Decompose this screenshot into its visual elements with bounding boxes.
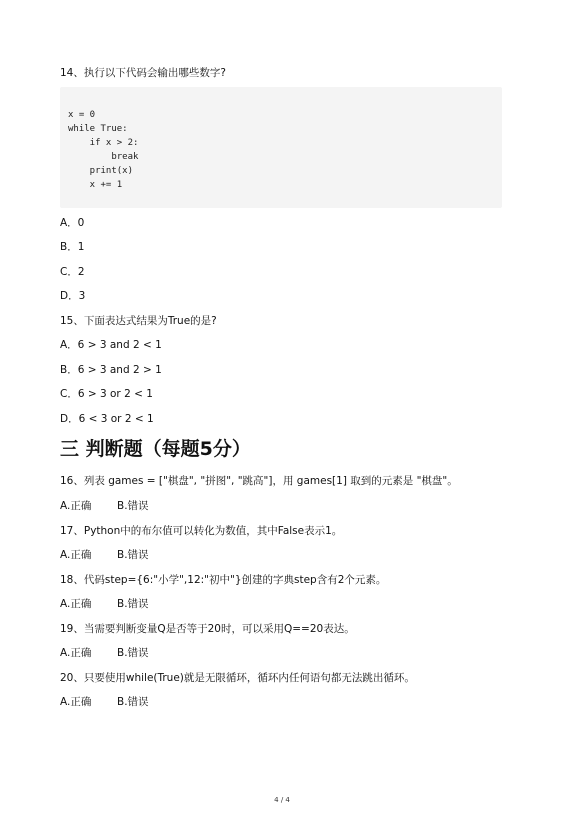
option-false: B.错误 [117, 549, 149, 561]
tf-options [60, 499, 91, 513]
code-line: while True: [68, 124, 128, 134]
option-false: B.错误 [117, 647, 149, 659]
q15-option-c: C．6 > 3 or 2 < 1 [60, 388, 153, 400]
q14-option-a: A．0 [60, 217, 85, 229]
code-line: x += 1 [68, 180, 123, 190]
q15-option-b: B．6 > 3 and 2 > 1 [60, 364, 162, 376]
option-false: B.错误 [117, 500, 149, 512]
option-false: B.错误 [117, 598, 149, 610]
question-18: 18、代码step={6:"小学",12:"初中"}创建的字典step含有2个元素。 [60, 574, 387, 586]
option-true: A.正确 [60, 647, 92, 659]
question-19: 19、当需要判断变量Q是否等于20时，可以采用Q==20表达。 [60, 623, 355, 635]
q15-option-a: A．6 > 3 and 2 < 1 [60, 339, 162, 351]
code-line: x = 0 [68, 110, 96, 120]
page-number: 4 / 4 [274, 796, 290, 804]
section-title: 三 判断题（每题5分） [60, 438, 251, 460]
option-true: A.正确 [60, 500, 92, 512]
option-true: A.正确 [60, 598, 92, 610]
q14-option-d: D．3 [60, 290, 86, 302]
q15-option-d: D．6 < 3 or 2 < 1 [60, 413, 154, 425]
code-line: print(x) [68, 166, 134, 176]
code-line: break [68, 152, 139, 162]
code-block [60, 87, 502, 208]
option-true: A.正确 [60, 696, 92, 708]
question-16: 16、列表 games = ["棋盘", "拼图", "跳高"]，用 games[1] 取到的元素是 "棋盘"。 [60, 475, 458, 487]
q14-option-b: B．1 [60, 241, 85, 253]
code-line: if x > 2: [68, 138, 139, 148]
question-20: 20、只要使用while(True)就是无限循环，循环内任何语句都无法跳出循环。 [60, 672, 415, 684]
question-17: 17、Python中的布尔值可以转化为数值，其中False表示1。 [60, 525, 343, 537]
question-14: 14、执行以下代码会输出哪些数字? [60, 67, 226, 79]
question-15: 15、下面表达式结果为True的是? [60, 315, 217, 327]
option-true: A.正确 [60, 549, 92, 561]
option-false: B.错误 [117, 696, 149, 708]
q14-option-c: C．2 [60, 266, 85, 278]
